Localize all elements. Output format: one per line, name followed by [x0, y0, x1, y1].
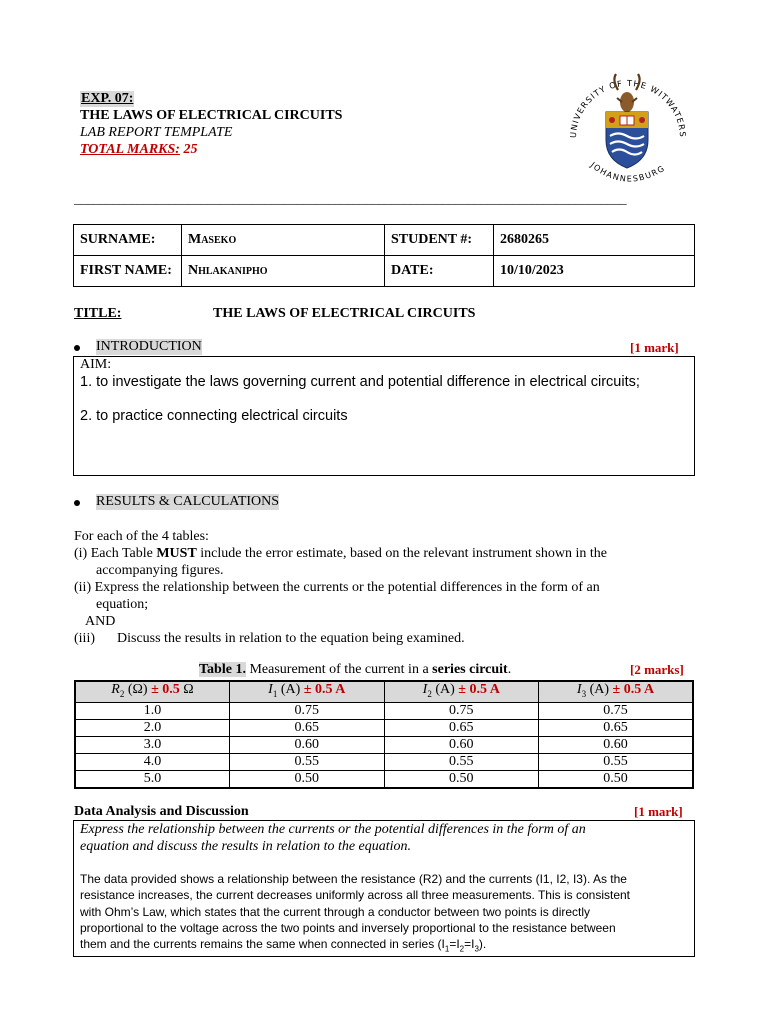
analysis-heading: Data Analysis and Discussion [74, 804, 249, 819]
info-row-2 [74, 256, 695, 287]
total-marks-label: TOTAL MARKS: [80, 142, 180, 157]
instruction-intro: For each of the 4 tables: [74, 529, 209, 544]
student-number-label: STUDENT #: [385, 225, 494, 256]
firstname-value: Nhlakanipho [182, 256, 385, 287]
instructions [74, 528, 694, 647]
table-cell: 1.0 [75, 702, 230, 719]
exp-number: EXP. 07: [81, 91, 134, 106]
table-cell: 4.0 [75, 753, 230, 770]
intro-heading: INTRODUCTION [96, 339, 202, 354]
table-cell: 0.75 [230, 702, 385, 719]
table-cell: 2.0 [75, 719, 230, 736]
table-row [75, 736, 693, 753]
doc-subtitle: LAB REPORT TEMPLATE [80, 125, 233, 140]
university-seal [562, 68, 692, 194]
analysis-body: The data provided shows a relationship between the resistance (R2) and the currents (I1, I2, I3). As the resistance increases, the current decreases uniformly across all three measurements. This is consistent with Ohm’s Law, which states that the current through a conductor between two points is directly proportional to the voltage across the two points and inversely proportional to the resistance between them and the currents remains the same when connected in series $(I_1=I_2=I_3)$. [80, 872, 631, 954]
table-cell: 0.65 [539, 719, 694, 736]
instruction-2-cont: equation; [96, 597, 149, 612]
aim-item-2: 2. to practice connecting electrical circuits [80, 408, 348, 424]
table-cell: 0.50 [384, 770, 539, 788]
surname-label: SURNAME: [74, 225, 182, 256]
logo-top-text: UNIVERSITY OF THE WITWATERS [567, 77, 689, 139]
student-number-value: 2680265 [494, 225, 695, 256]
results-heading: RESULTS & CALCULATIONS [96, 494, 280, 509]
title-value: THE LAWS OF ELECTRICAL CIRCUITS [213, 306, 476, 321]
table-cell: 0.60 [539, 736, 694, 753]
aim-box [73, 356, 695, 476]
aim-item-1: 1. to investigate the laws governing current and potential difference in electrical circuits; [80, 374, 640, 390]
table-cell: 0.55 [230, 753, 385, 770]
intro-marks: [1 mark] [630, 340, 679, 355]
table1-header-r2: $R_2$ (Ω) ± 0.5 Ω [75, 681, 230, 702]
table-cell: 0.65 [384, 719, 539, 736]
instruction-3: (iii) Discuss the results in relation to the equation being examined. [74, 631, 465, 646]
table1-header-row [75, 681, 693, 702]
table-row [75, 753, 693, 770]
header-rule: _______________________________________________________________________________________ [74, 191, 627, 206]
table1-label: Table 1. [199, 662, 246, 677]
table-row [75, 702, 693, 719]
table-cell: 0.55 [384, 753, 539, 770]
instruction-1-cont: accompanying figures. [96, 563, 224, 578]
table1 [74, 680, 694, 789]
table1-header-i3: $I_3$ (A) ± 0.5 A [539, 681, 694, 702]
university-logo [562, 68, 692, 194]
total-marks-value: 25 [183, 142, 198, 157]
table-cell: 0.60 [230, 736, 385, 753]
analysis-box [73, 820, 695, 957]
table-cell: 0.60 [384, 736, 539, 753]
doc-title: THE LAWS OF ELECTRICAL CIRCUITS [80, 108, 343, 123]
results-bullet-icon [74, 500, 80, 506]
table1-header-i2: $I_2$ (A) ± 0.5 A [384, 681, 539, 702]
table1-marks: [2 marks] [630, 662, 684, 677]
total-marks [80, 142, 197, 158]
analysis-prompt: Express the relationship between the currents or the potential differences in the form of an equation and discuss the results in relation to the equation. [80, 822, 586, 854]
table-row [75, 719, 693, 736]
table-cell: 3.0 [75, 736, 230, 753]
title-label: TITLE: [74, 306, 122, 321]
table-cell: 0.75 [539, 702, 694, 719]
table1-header-i1: $I_1$ (A) ± 0.5 A [230, 681, 385, 702]
table-cell: 0.50 [539, 770, 694, 788]
instruction-2: (ii) Express the relationship between the currents or the potential differences in the form of an [74, 580, 600, 595]
table-row [75, 770, 693, 788]
logo-bottom-text: JOHANNESBURG [588, 160, 667, 184]
date-value: 10/10/2023 [494, 256, 695, 287]
instruction-and: AND [85, 614, 116, 629]
table-cell: 0.75 [384, 702, 539, 719]
table-cell: 0.65 [230, 719, 385, 736]
intro-bullet-icon [74, 345, 80, 351]
table-cell: 5.0 [75, 770, 230, 788]
table1-caption: Table 1. Measurement of the current in a series circuit. [199, 662, 512, 677]
aim-label: AIM: [80, 357, 112, 372]
table-cell: 0.55 [539, 753, 694, 770]
date-label: DATE: [385, 256, 494, 287]
firstname-label: FIRST NAME: [74, 256, 182, 287]
instruction-1: (i) Each Table MUST include the error estimate, based on the relevant instrument shown in the [74, 546, 607, 561]
analysis-marks: [1 mark] [634, 804, 683, 819]
student-info-table [73, 224, 695, 287]
table-cell: 0.50 [230, 770, 385, 788]
surname-value: Maseko [182, 225, 385, 256]
info-row-1 [74, 225, 695, 256]
